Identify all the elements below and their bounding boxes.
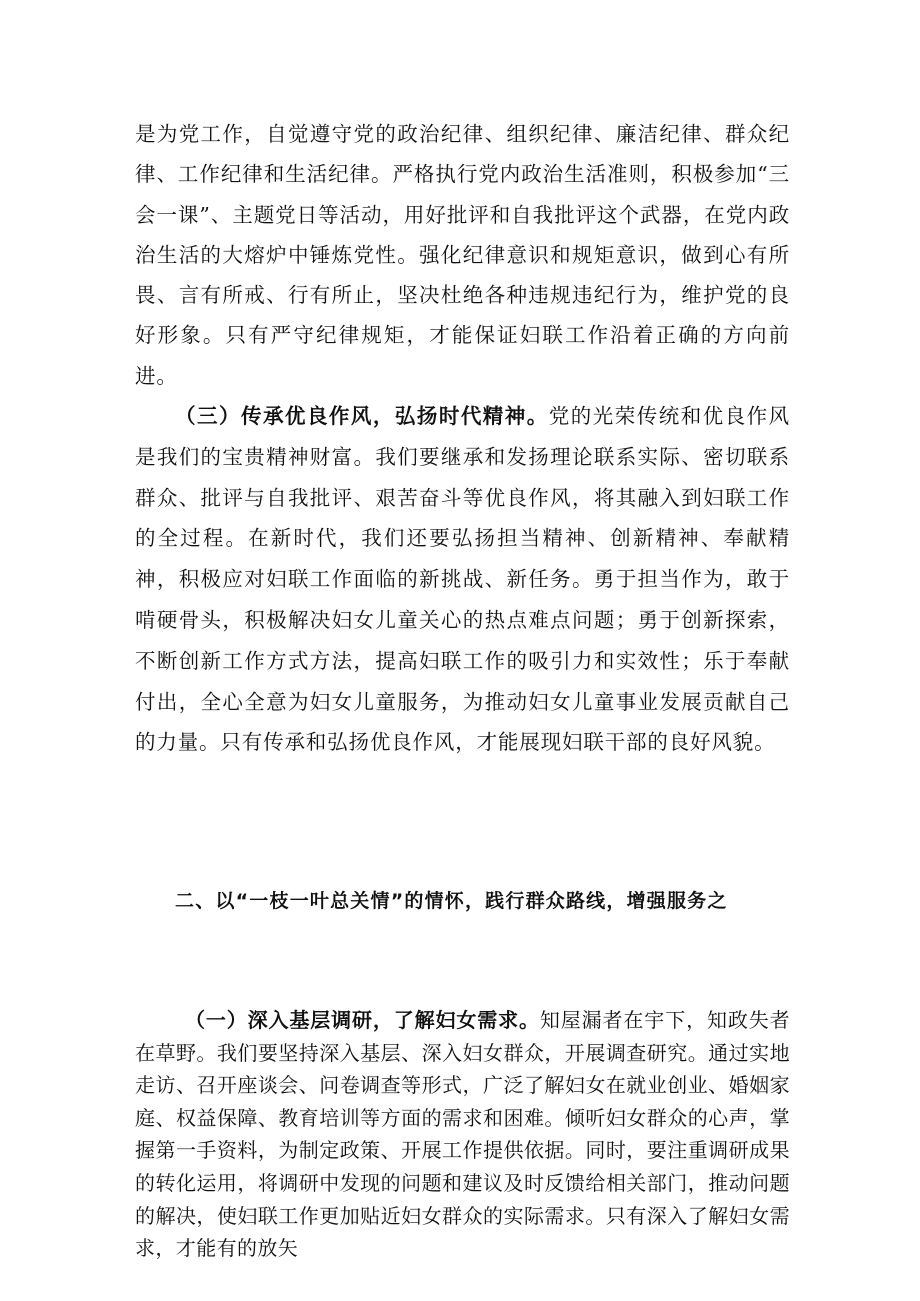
section-heading-2: 二、以“一枝一叶总关情”的情怀，践行群众路线，增强服务之 — [175, 890, 728, 912]
paragraph-section-3 — [135, 396, 790, 763]
subsection-1-lead: （一）深入基层调研，了解妇女需求。 — [185, 1008, 540, 1032]
subsection-1-body: 知屋漏者在宇下，知政失者在草野。我们要坚持深入基层、深入妇女群众，开展调查研究。通过实地走访、召开座谈会、问卷调查等形式，广泛了解妇女在就业创业、婚姻家庭、权益保障、教育培训等方面的需求和困难。倾听妇女群众的心声，掌握第一手资料，为制定政策、开展工作提供依据。同时，要注重调研成果的转化运用，将调研中发现的问题和建议及时反馈给相关部门，推动问题的解决，使妇联工作更加贴近妇女群众的实际需求。只有深入了解妇女需求，才能有的放矢 — [135, 1008, 790, 1261]
section-3-body: 党的光荣传统和优良作风是我们的宝贵精神财富。我们要继承和发扬理论联系实际、密切联系群众、批评与自我批评、艰苦奋斗等优良作风，将其融入到妇联工作的全过程。在新时代，我们还要弘扬担当精神、创新精神、奉献精神，积极应对妇联工作面临的新挑战、新任务。勇于担当作为，敢于啃硬骨头，积极解决妇女儿童关心的热点难点问题；勇于创新探索，不断创新工作方式方法，提高妇联工作的吸引力和实效性；乐于奉献付出，全心全意为妇女儿童服务，为推动妇女儿童事业发展贡献自己的力量。只有传承和弘扬优良作风，才能展现妇联干部的良好风貌。 — [135, 404, 790, 755]
paragraph-subsection-1 — [135, 1004, 790, 1265]
paragraph-discipline: 是为党工作，自觉遵守党的政治纪律、组织纪律、廉洁纪律、群众纪律、工作纪律和生活纪律。严格执行党内政治生活准则，积极参加“三会一课”、主题党日等活动，用好批评和自我批评这个武器，在党内政治生活的大熔炉中锤炼党性。强化纪律意识和规矩意识，做到心有所畏、言有所戒、行有所止，坚决杜绝各种违规违纪行为，维护党的良好形象。只有严守纪律规矩，才能保证妇联工作沿着正确的方向前进。 — [135, 122, 790, 388]
section-3-lead: （三）传承优良作风，弘扬时代精神。 — [175, 404, 549, 428]
